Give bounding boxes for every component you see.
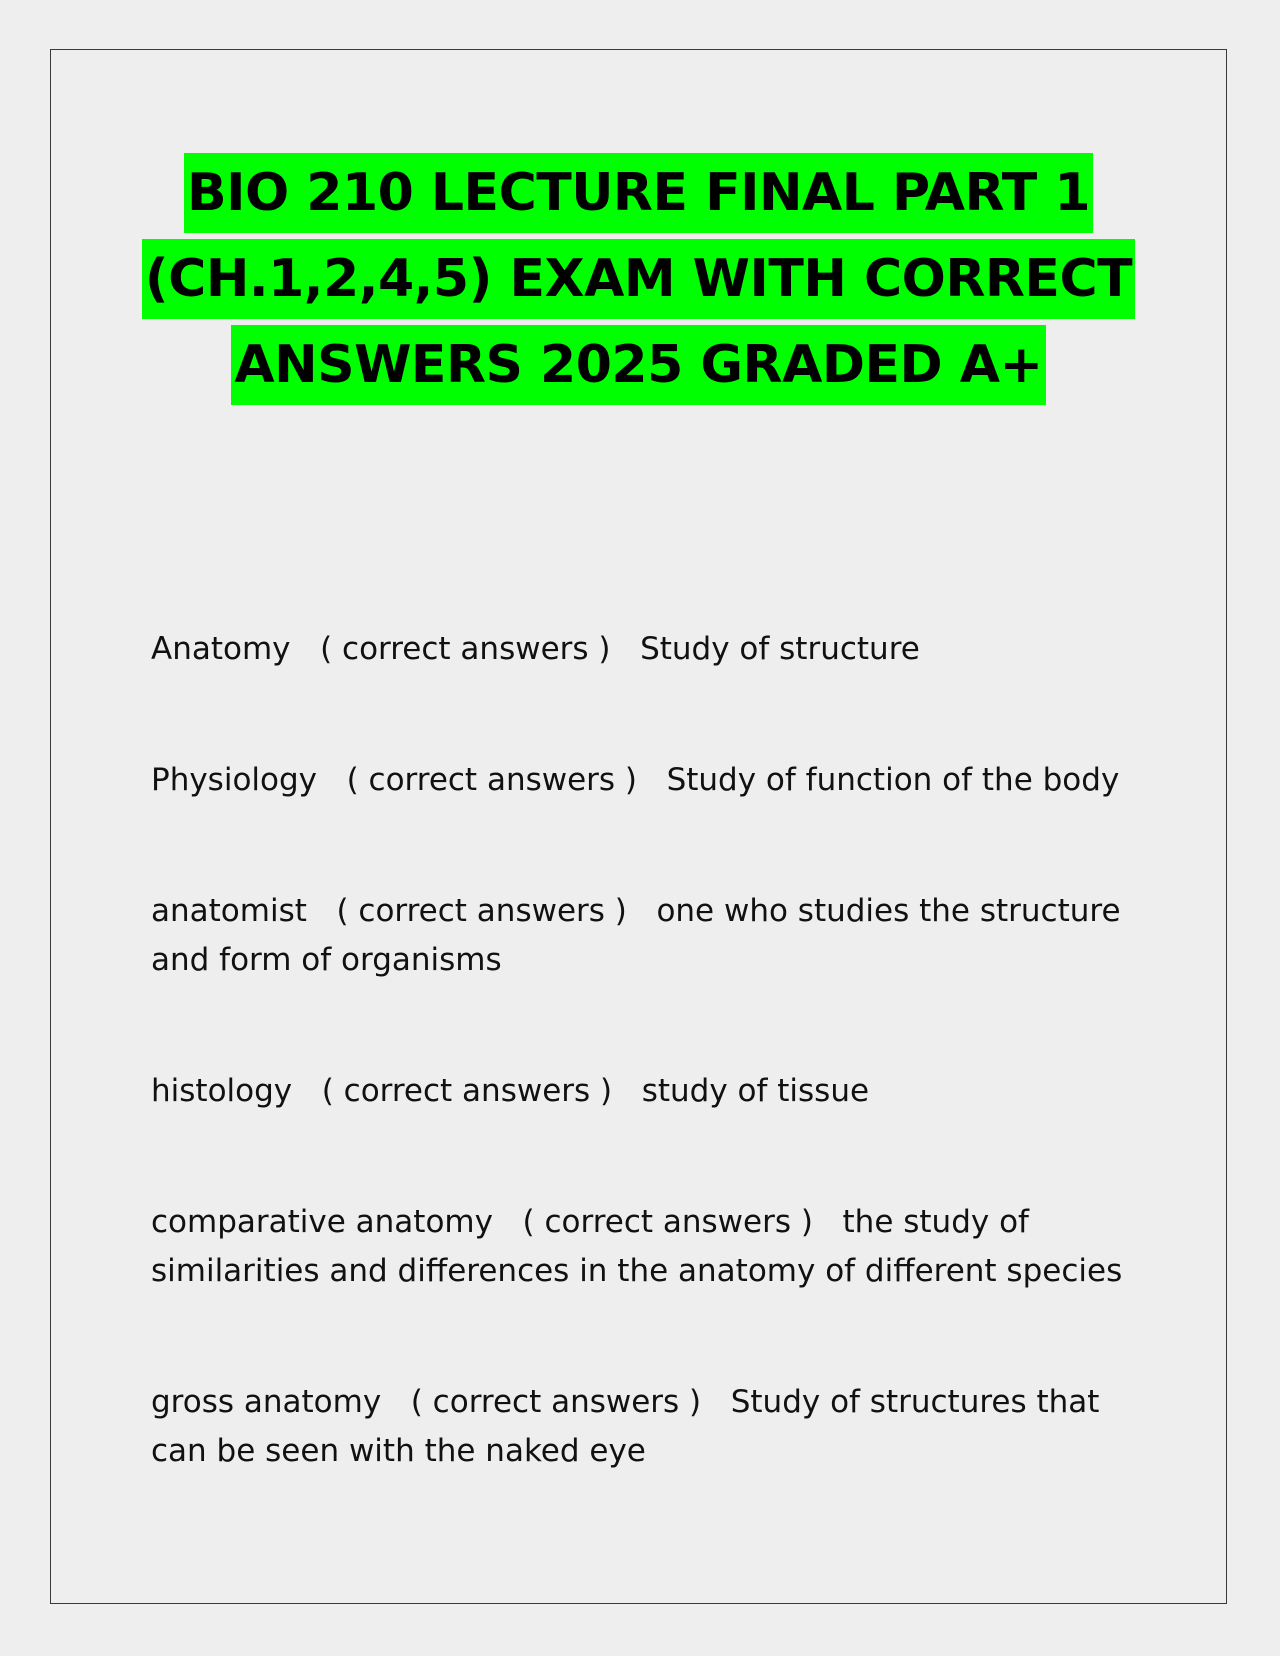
qa-item: [151, 756, 1151, 805]
qa-item: [151, 1198, 1151, 1296]
qa-separator: ( correct answers ): [306, 893, 657, 929]
qa-item: [151, 1378, 1151, 1476]
title-line-3: ANSWERS 2025 GRADED A+: [231, 325, 1045, 405]
qa-term: histology: [151, 1073, 293, 1109]
qa-answer: Study of structures that can be seen with the naked eye: [151, 1384, 1110, 1469]
qa-list: [151, 625, 1151, 1558]
qa-answer: study of tissue: [641, 1073, 870, 1109]
qa-separator: ( correct answers ): [290, 631, 641, 667]
qa-answer: the study of similarities and differences in the anatomy of different species: [151, 1204, 1123, 1289]
qa-term: Physiology: [151, 762, 318, 798]
qa-item: [151, 625, 1151, 674]
title-line-1: BIO 210 LECTURE FINAL PART 1: [184, 153, 1093, 233]
document-page: [50, 49, 1227, 1604]
title-line-2: (CH.1,2,4,5) EXAM WITH CORRECT: [142, 239, 1135, 319]
qa-separator: ( correct answers ): [317, 762, 667, 798]
qa-term: gross anatomy: [151, 1384, 382, 1420]
qa-answer: one who studies the structure and form of organisms: [151, 893, 1131, 978]
qa-term: Anatomy: [151, 631, 291, 667]
qa-separator: ( correct answers ): [381, 1384, 731, 1420]
qa-answer: Study of function of the body: [666, 762, 1120, 798]
qa-separator: ( correct answers ): [492, 1204, 843, 1240]
qa-answer: Study of structure: [640, 631, 920, 667]
qa-separator: ( correct answers ): [292, 1073, 642, 1109]
qa-term: anatomist: [151, 893, 307, 929]
qa-term: comparative anatomy: [151, 1204, 493, 1240]
qa-item: [151, 1067, 1151, 1116]
qa-item: [151, 887, 1151, 985]
document-title: [51, 150, 1226, 408]
